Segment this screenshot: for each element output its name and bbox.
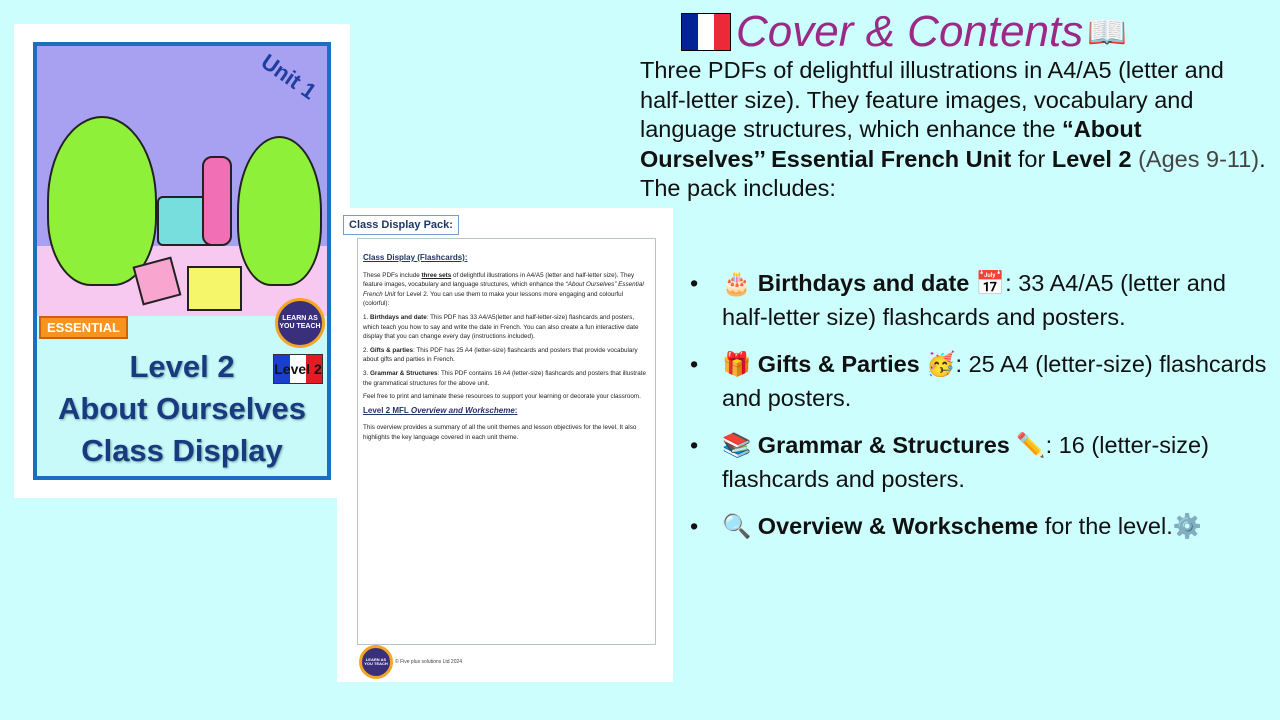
magnifier-icon: 🔍 [722,513,752,539]
cover-illustration [37,46,327,316]
item-title: Grammar & Structures [757,432,1010,458]
text: Three PDFs of delightful illustrations in A4/A5 (letter and half-letter size). They feature images, vocabulary and language structures, which enhance the [640,57,1224,142]
text: Level 2 MFL [363,405,411,415]
text: “About Ourselves’’ Essential French Unit [640,116,1142,172]
cover-title [37,346,327,472]
page-title [681,7,1128,56]
copyright: © Five plus solutions Ltd 2024 [395,659,463,665]
doc-item: 1. Birthdays and date: This PDF has 33 A4/A5(letter and half-letter-size) flashcards and posters, which teach you how to say and write the date in French. You can also create a fun interactive date display that you can change every day (instructions included). [363,313,639,341]
text: : This PDF has 25 A4 (letter-size) flashcards and posters that provide vocabulary about gifts and parties in French. [363,346,638,364]
logo-text: LEARN AS YOU TEACH [279,315,321,330]
doc-item: 2. Gifts & parties: This PDF has 25 A4 (letter-size) flashcards and posters that provide vocabulary about gifts and parties in French. [363,346,638,364]
french-flag-icon [681,13,731,51]
text: for [1011,145,1052,172]
intro-paragraph [640,56,1270,204]
books-icon: 📚 [722,432,752,458]
cover-title-line: About Ourselves [57,391,307,426]
doc-item: 3. Grammar & Structures: This PDF contains 16 A4 (letter-size) flashcards and posters that illustrate the grammatical structures for the above unit. [363,369,647,387]
item-text: : 16 (letter-size) flashcards and posters. [722,432,1209,492]
list-item [690,428,1270,496]
doc-heading: Class Display (Flashcards): [363,253,468,262]
item-title: Birthdays and date [757,270,970,296]
doc-paragraph [363,271,650,309]
text: Level 2 [1051,145,1132,172]
unit-label: Unit 1 [256,48,321,105]
item-title: Overview & Workscheme [757,513,1039,539]
title-text: Cover & Contents [736,7,1084,56]
doc-paragraph: Feel free to print and laminate these resources to support your learning or decorate your classroom. [363,393,641,401]
logo [275,298,325,348]
list-item [690,509,1270,543]
text: : This PDF contains 16 A4 (letter-size) flashcards and posters that illustrate the grammatical structures for the above unit. [363,369,647,387]
text: : [514,405,518,415]
doc-paragraph: This overview provides a summary of all the unit themes and lesson objectives for the level. It also highlights the key language covered in each unit theme. [363,424,637,441]
cover-title-line: Class Display [81,433,283,468]
cake-icon: 🎂 [722,270,752,296]
text: “About Ourselves” Essential French Unit [363,281,644,298]
book-icon: 📖 [1087,14,1128,50]
text: Overview and Workscheme [410,405,515,415]
list-item [690,266,1270,334]
doc-header: Class Display Pack: [343,215,459,235]
doc-heading [363,406,650,416]
text: : This PDF has 33 A4/A5(letter and half-letter-size) flashcards and posters, which teach you how to say and write the date in French. You can also create a fun interactive date display that you can change every day (instructions included). [363,313,639,341]
item-text: for the level. [1038,513,1173,539]
doc-body [357,238,656,645]
text: for Level 2. You can use them to make your lessons more engaging and colourful (colorful): [363,290,624,308]
text: Birthdays and date [370,313,427,321]
text: three sets [421,271,452,279]
cover-image [14,24,350,498]
text: of delightful illustrations in A4/A5 (letter and half-letter size). They feature images, vocabulary and language structures, which enhance the [363,271,635,289]
calendar-icon: 📅 [975,270,1006,296]
item-text: : 33 A4/A5 (letter and half-letter size) flashcards and posters. [722,270,1226,330]
girl [202,156,232,246]
level-badge-text: Level 2 [274,361,322,377]
pencil-icon: ✏️ [1016,432,1046,458]
doc-footer [359,645,462,679]
essential-badge: ESSENTIAL [39,316,128,339]
contents-list [690,266,1270,556]
document-preview [337,208,673,682]
cover-title-line: Level 2 [129,349,235,384]
item-text: : 25 A4 (letter-size) flashcards and posters. [722,351,1267,411]
text: . The pack includes: [640,145,1266,201]
item-title: Gifts & Parties [757,351,920,377]
text: Grammar & Structures [370,369,438,377]
party-face-icon: 🥳 [926,351,956,377]
cover-frame [33,42,331,480]
list-item [690,347,1270,415]
dinosaur [237,136,322,286]
dinosaur [47,116,157,286]
gift [187,266,242,311]
text: These PDFs include [363,271,422,279]
gift-icon: 🎁 [722,351,752,377]
text: (Ages 9-11) [1131,145,1260,172]
logo [359,645,393,679]
text: Gifts & parties [370,346,414,354]
gear-icon: ⚙️ [1172,513,1203,539]
logo-text: LEARN AS YOU TEACH [364,656,388,666]
